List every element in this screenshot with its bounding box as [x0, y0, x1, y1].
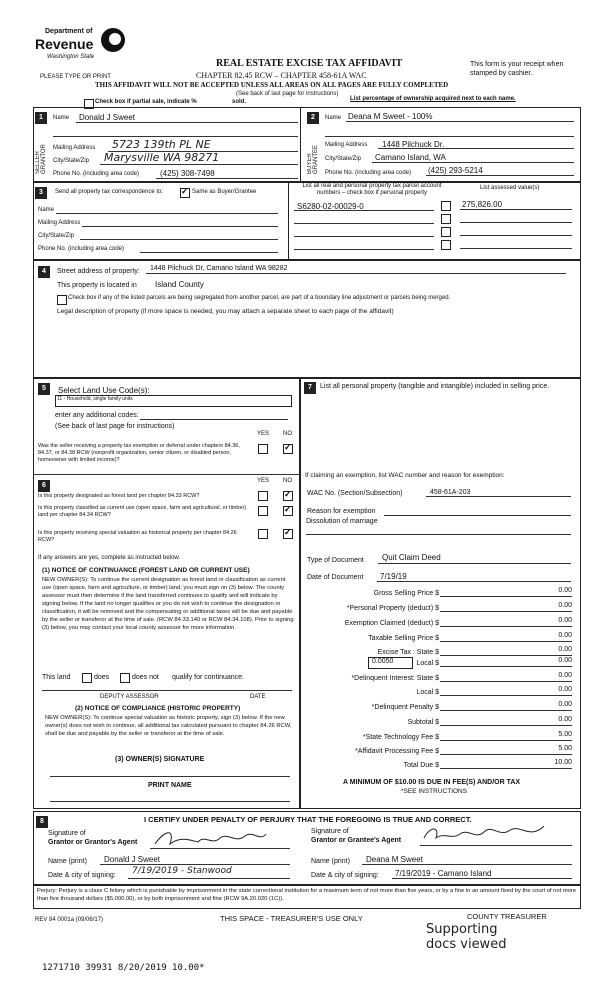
taxable-price-value: 0.00 [558, 632, 572, 639]
delinq-interest-state-label: *Delinquent Interest: State $ [351, 675, 439, 682]
notice1-title: (1) NOTICE OF CONTINUANCE (FOREST LAND OR CURRENT USE) [42, 567, 250, 574]
section-1-badge: 1 [35, 112, 47, 124]
parcel-4-personal-checkbox[interactable] [441, 240, 451, 250]
form-chapter: CHAPTER 82.45 RCW – CHAPTER 458-61A WAC [196, 71, 367, 80]
doc-date-value: 7/19/19 [380, 572, 407, 581]
excise-state-label: Excise Tax : State $ [377, 649, 439, 656]
grantor-sig-label2: Grantor or Grantor's Agent [48, 839, 138, 846]
grantee-date-label: Date & city of signing: [311, 872, 379, 879]
buyer-mailing-label: Mailing Address [325, 142, 368, 148]
notice1-body: NEW OWNER(S): To continue the current designation as forest land or classification as current use (open space, farm and agriculture, or timber) land, you must sign on (3) below. The county assessor must then determine if the land transferred continues to qualify and will indicate by signing below. If the land no longer qualifies or you do not wish to continue the designation or classification, it will be removed and the compensating or additional taxes will be due and payable by the seller or transferor at the time of sale. (RCW 84.33.140 or RCW 84.34.108). Prior to signing (3) below, you may contact your local county assessor for more information. [42, 577, 294, 631]
seller-city: Marysville WA 98271 [104, 151, 220, 164]
land-use-code: 11 - Household, single family units [57, 396, 133, 402]
does-checkbox[interactable] [82, 673, 92, 683]
tech-fee-value: 5.00 [558, 731, 572, 738]
doc-type-label: Type of Document [307, 557, 364, 564]
section-8-badge: 8 [36, 816, 48, 828]
section-2-badge: 2 [307, 112, 319, 124]
grantor-date-city: 7/19/2019 - Stanwood [132, 866, 232, 876]
section-5-badge: 5 [38, 383, 50, 395]
grantor-name-label: Name (print) [48, 858, 87, 865]
parcel-header: List all real and personal property tax parcel account numbers – check box if personal property [302, 183, 442, 196]
parcel-1: S6280-02-00029-0 [297, 202, 364, 211]
dor-logo [35, 28, 130, 68]
qualify-label: qualify for continuance. [172, 674, 244, 681]
seller-side-label: SELLER GRANTOR [35, 144, 47, 174]
personal-property-label: List all personal property (tangible and intangible) included in selling price. [320, 383, 550, 390]
grantor-sig-label1: Signature of [48, 830, 86, 837]
exemption-label: If claiming an exemption, list WAC number and reason for exemption: [305, 472, 505, 479]
grantee-sig-label1: Signature of [311, 828, 349, 835]
current-use-no-checkbox[interactable] [283, 506, 293, 516]
doc-type-value: Quit Claim Deed [382, 553, 441, 562]
this-land-label: This land [42, 674, 71, 681]
if-yes-note: If any answers are yes, complete as instructed below. [38, 555, 181, 561]
grantor-date-label: Date & city of signing: [48, 872, 116, 879]
buyer-city-label: City/State/Zip [325, 156, 362, 162]
list-pct-note: List percentage of ownership acquired next to each name. [350, 96, 516, 102]
section-3-badge: 3 [35, 187, 47, 199]
s5-no-checkbox[interactable] [283, 444, 293, 454]
partial-sale-sold: sold. [232, 99, 247, 105]
located-value: Island County [155, 280, 204, 289]
assessed-1: 275,826.00 [462, 200, 503, 209]
treasurer-space: THIS SPACE - TREASURER'S USE ONLY [220, 914, 363, 923]
section-6-badge: 6 [38, 480, 50, 492]
section-7-badge: 7 [304, 382, 316, 394]
perjury-text: Perjury: Perjury is a class C felony which is punishable by imprisonment in the state correctional institution for a maximum term of not more than five years, or by a fine in an amount fixed by the court of not more than five thousand dollars ($5,000.00), or by both imprisonment and fine (RCW 9A.20.020 (1C)). [37, 888, 577, 902]
seller-mailing-label: Mailing Address [53, 145, 96, 151]
minimum-due-note: A MINIMUM OF $10.00 IS DUE IN FEE(S) AND/OR TAX [343, 779, 521, 786]
same-as-buyer-label: Same as Buyer/Grantee [192, 189, 257, 195]
street-label: Street address of property: [57, 268, 140, 275]
current-use-question: Is this property classified as current use (open space, farm and agricultural, or timber) land per chapter 84.34 RCW? [38, 505, 247, 518]
delinq-penalty-value: 0.00 [558, 701, 572, 708]
parcel-3-personal-checkbox[interactable] [441, 227, 451, 237]
wac-label: WAC No. (Section/Subsection) [307, 490, 403, 497]
grantor-name: Donald J Sweet [104, 855, 161, 864]
grantee-sig-label2: Grantor or Grantee's Agent [311, 837, 402, 844]
buyer-name: Deana M Sweet - 100% [348, 112, 433, 121]
taxable-price-label: Taxable Selling Price $ [368, 635, 439, 642]
county-treasurer: COUNTY TREASURER [467, 912, 547, 921]
send-to-label: Send all property tax correspondence to: [55, 189, 164, 195]
street-value: 1448 Pilchuck Dr, Camano Island WA 98282 [150, 265, 288, 272]
s6-yes-label: YES [257, 478, 270, 484]
receipt-stamp: 1271710 39931 8/20/2019 10.00* [42, 963, 205, 973]
buyer-side-label: BUYER GRANTEE [307, 144, 319, 174]
s6-no-label: NO [283, 478, 292, 484]
historic-yes-checkbox[interactable] [258, 529, 268, 539]
seller-phone-label: Phone No. (including area code) [53, 171, 140, 177]
delinq-interest-state-value: 0.00 [558, 672, 572, 679]
s3-city-label: City/State/Zip [38, 233, 75, 239]
historic-no-checkbox[interactable] [283, 529, 293, 539]
doc-date-label: Date of Document [307, 574, 364, 581]
certify-statement: I CERTIFY UNDER PENALTY OF PERJURY THAT THE FOREGOING IS TRUE AND CORRECT. [144, 815, 472, 824]
please-print: PLEASE TYPE OR PRINT [40, 74, 111, 80]
legal-label: Legal description of property (if more space is needed, you may attach a separate sheet to each page of the affidavit) [57, 308, 394, 315]
section-4-frame [33, 259, 581, 379]
s5-yes-label: YES [257, 431, 270, 437]
section-4-badge: 4 [38, 266, 50, 278]
segregate-checkbox[interactable] [57, 295, 67, 305]
does-not-label: does not [132, 674, 159, 681]
parcel-1-personal-checkbox[interactable] [441, 201, 451, 211]
land-use-label: Select Land Use Code(s): [58, 386, 150, 395]
s5-yes-checkbox[interactable] [258, 444, 268, 454]
current-use-yes-checkbox[interactable] [258, 506, 268, 516]
delinq-penalty-label: *Delinquent Penalty $ [371, 704, 439, 711]
does-not-checkbox[interactable] [120, 673, 130, 683]
excise-state-value: 0.00 [558, 646, 572, 653]
assessor-date-label: DATE [250, 694, 266, 700]
notice2-title: (2) NOTICE OF COMPLIANCE (HISTORIC PROPERTY) [75, 705, 241, 712]
total-due-value: 10.00 [554, 759, 572, 766]
dept-line1: Department of [45, 28, 93, 35]
notice2-body: NEW OWNER(S): To continue special valuation as historic property, sign (3) below. If the new owner(s) does not wish to continue, all additional tax calculated pursuant to chapter 84.26 RCW, shall be due and payable by the seller or transferor at the time of sale. [45, 715, 292, 737]
reason-value: Dissolution of marriage [306, 518, 378, 525]
form-warning: THIS AFFIDAVIT WILL NOT BE ACCEPTED UNLESS ALL AREAS ON ALL PAGES ARE FULLY COMPLETED [95, 81, 449, 89]
docs-viewed-stamp: docs viewed [426, 937, 507, 952]
personal-property-deduct-label: *Personal Property (deduct) $ [346, 605, 439, 612]
subtotal-label: Subtotal $ [407, 719, 439, 726]
see-back-label: (See back of last page for instructions) [55, 423, 175, 430]
excise-local-label: Local $ [416, 660, 439, 667]
additional-codes-label: enter any additional codes: [55, 412, 139, 419]
forest-question: Is this property designated as forest land per chapter 84.33 RCW? [38, 493, 200, 499]
buyer-mailing: 1448 Pilchuck Dr. [382, 140, 445, 149]
seller-city-label: City/State/Zip [53, 158, 90, 164]
print-name-label: PRINT NAME [148, 782, 192, 789]
dept-line3: Washington State [47, 54, 95, 60]
form-rev: REV 84 0001a (09/06/17) [35, 917, 104, 923]
deputy-assessor-label: DEPUTY ASSESSOR [100, 694, 159, 700]
parcel-2-personal-checkbox[interactable] [441, 214, 451, 224]
buyer-name-label: Name [325, 115, 342, 121]
reason-label: Reason for exemption [307, 508, 376, 515]
buyer-phone-label: Phone No. (including area code) [325, 170, 412, 176]
excise-local-value: 0.00 [558, 657, 572, 664]
grantee-signature [420, 822, 550, 846]
s3-mailing-label: Mailing Address [38, 220, 81, 226]
located-label: This property is located in [57, 282, 137, 289]
same-as-buyer-checkbox[interactable] [180, 188, 190, 198]
wac-value: 458-61A-203 [430, 489, 471, 496]
processing-fee-value: 5.00 [558, 745, 572, 752]
exemption-claimed-value: 0.00 [558, 617, 572, 624]
see-instructions-note: *SEE INSTRUCTIONS [401, 788, 468, 795]
does-label: does [94, 674, 110, 681]
forest-no-checkbox[interactable] [283, 491, 293, 501]
s3-name-label: Name [38, 207, 55, 213]
s3-phone-label: Phone No. (including area code) [38, 246, 125, 252]
personal-property-deduct-value: 0.00 [558, 602, 572, 609]
buyer-city: Camano Island, WA [375, 153, 446, 162]
forest-yes-checkbox[interactable] [258, 491, 268, 501]
s5-no-label: NO [283, 431, 292, 437]
partial-sale-label: Check box if partial sale, indicate % [95, 99, 197, 105]
seller-mailing: 5723 139th PL NE [112, 138, 211, 151]
tech-fee-label: *State Technology Fee $ [362, 734, 439, 741]
dept-line2: Revenue [35, 36, 94, 52]
total-due-label: Total Due $ [403, 762, 439, 769]
buyer-phone: (425) 293-5214 [428, 166, 483, 175]
historic-question: Is this property receiving special valuation as historical property per chapter 84.26 RCW? [38, 530, 237, 543]
supporting-stamp: Supporting [426, 922, 498, 937]
form-title: REAL ESTATE EXCISE TAX AFFIDAVIT [216, 58, 403, 69]
local-rate: 0.0050 [372, 658, 394, 665]
segregate-label: Check box if any of the listed parcels are being segregated from another parcel, are part of a boundary line adjustment or parcels being merged. [68, 295, 451, 301]
grantor-signature [150, 826, 270, 850]
gross-price-value: 0.00 [558, 587, 572, 594]
seller-name: Donald J Sweet [79, 113, 136, 122]
seller-phone: (425) 308-7498 [160, 169, 215, 178]
gross-price-label: Gross Selling Price $ [373, 590, 439, 597]
grantee-date-city: 7/19/2019 - Camano Island [395, 869, 492, 878]
exemption-question: Was the seller receiving a property tax exemption or deferral under chapters 84.36, 84.37, or 84.38 RCW (nonprofit organization, senior citizen, or disabled person, homeowner with limited income)? [38, 443, 240, 463]
exemption-claimed-label: Exemption Claimed (deduct) $ [344, 620, 439, 627]
delinq-interest-local-label: Local $ [416, 689, 439, 696]
owner-sig-label: (3) OWNER(S) SIGNATURE [115, 756, 205, 763]
receipt-note: This form is your receipt when stamped by cashier. [470, 61, 564, 77]
see-back-note: (See back of last page for instructions) [236, 91, 339, 97]
assessed-header: List assessed value(s) [480, 185, 540, 191]
delinq-interest-local-value: 0.00 [558, 686, 572, 693]
subtotal-value: 0.00 [558, 716, 572, 723]
seller-name-label: Name [53, 115, 70, 121]
processing-fee-label: *Affidavit Processing Fee $ [355, 748, 439, 755]
grantee-name: Deana M Sweet [366, 855, 423, 864]
grantee-name-label: Name (print) [311, 858, 350, 865]
